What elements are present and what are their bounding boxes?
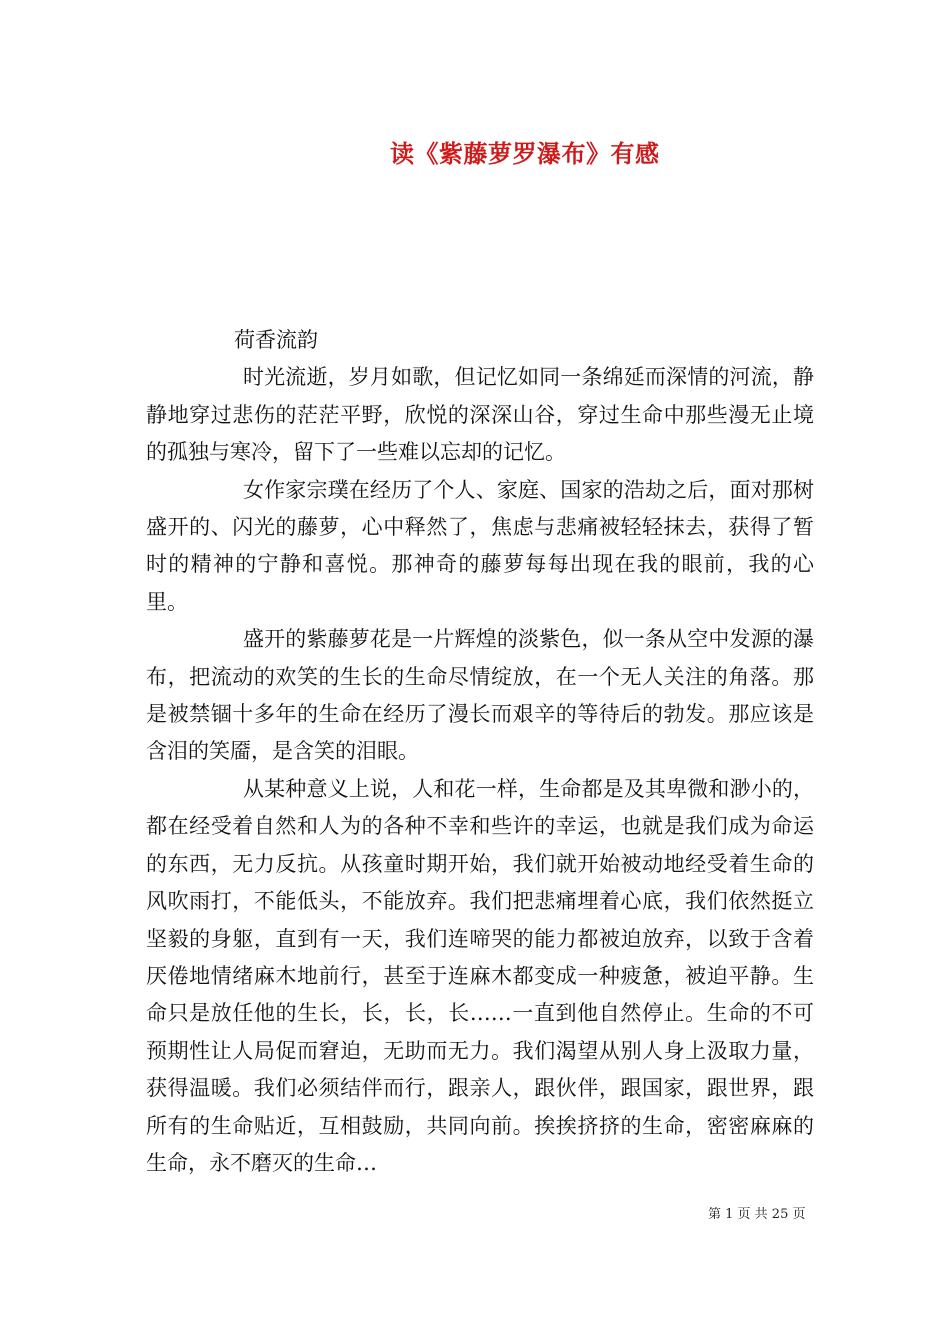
paragraph-1: 时光流逝，岁月如歌，但记忆如同一条绵延而深情的河流，静静地穿过悲伤的茫茫平野，欣悦的深深山谷，穿过生命中那些漫无止境的孤独与寒冷，留下了一些难以忘却的记忆。: [146, 365, 814, 465]
page-number: 第 1 页 共 25 页: [708, 1207, 806, 1222]
document-title: 读《紫藤萝罗瀑布》有感: [390, 139, 660, 168]
paragraph-2: 女作家宗璞在经历了个人、家庭、国家的浩劫之后，面对那树盛开的、闪光的藤萝，心中释然了，焦虑与悲痛被轻轻抹去，获得了暂时的精神的宁静和喜悦。那神奇的藤萝每每出现在我的眼前，我的心里。: [146, 477, 814, 614]
author-name: 荷香流韵: [234, 328, 318, 352]
paragraph-3: 盛开的紫藤萝花是一片辉煌的淡紫色，似一条从空中发源的瀑布，把流动的欢笑的生长的生命尽情绽放，在一个无人关注的角落。那是被禁锢十多年的生命在经历了漫长而艰辛的等待后的勃发。那应该是含泪的笑靥，是含笑的泪眼。: [146, 627, 814, 764]
paragraph-4: 从某种意义上说，人和花一样，生命都是及其卑微和渺小的，都在经受着自然和人为的各种不幸和些许的幸运，也就是我们成为命运的东西，无力反抗。从孩童时期开始，我们就开始被动地经受着生命的风吹雨打，不能低头，不能放弃。我们把悲痛埋着心底，我们依然挺立坚毅的身躯，直到有一天，我们连啼哭的能力都被迫放弃，以致于含着厌倦地情绪麻木地前行，甚至于连麻木都变成一种疲惫，被迫平静。生命只是放任他的生长，长，长，长……一直到他自然停止。生命的不可预期性让人局促而窘迫，无助而无力。我们渴望从别人身上汲取力量，获得温暖。我们必须结伴而行，跟亲人，跟伙伴，跟国家，跟世界，跟所有的生命贴近，互相鼓励，共同向前。挨挨挤挤的生命，密密麻麻的生命，永不磨灭的生命…: [146, 776, 814, 1175]
document-body: [146, 322, 814, 1182]
